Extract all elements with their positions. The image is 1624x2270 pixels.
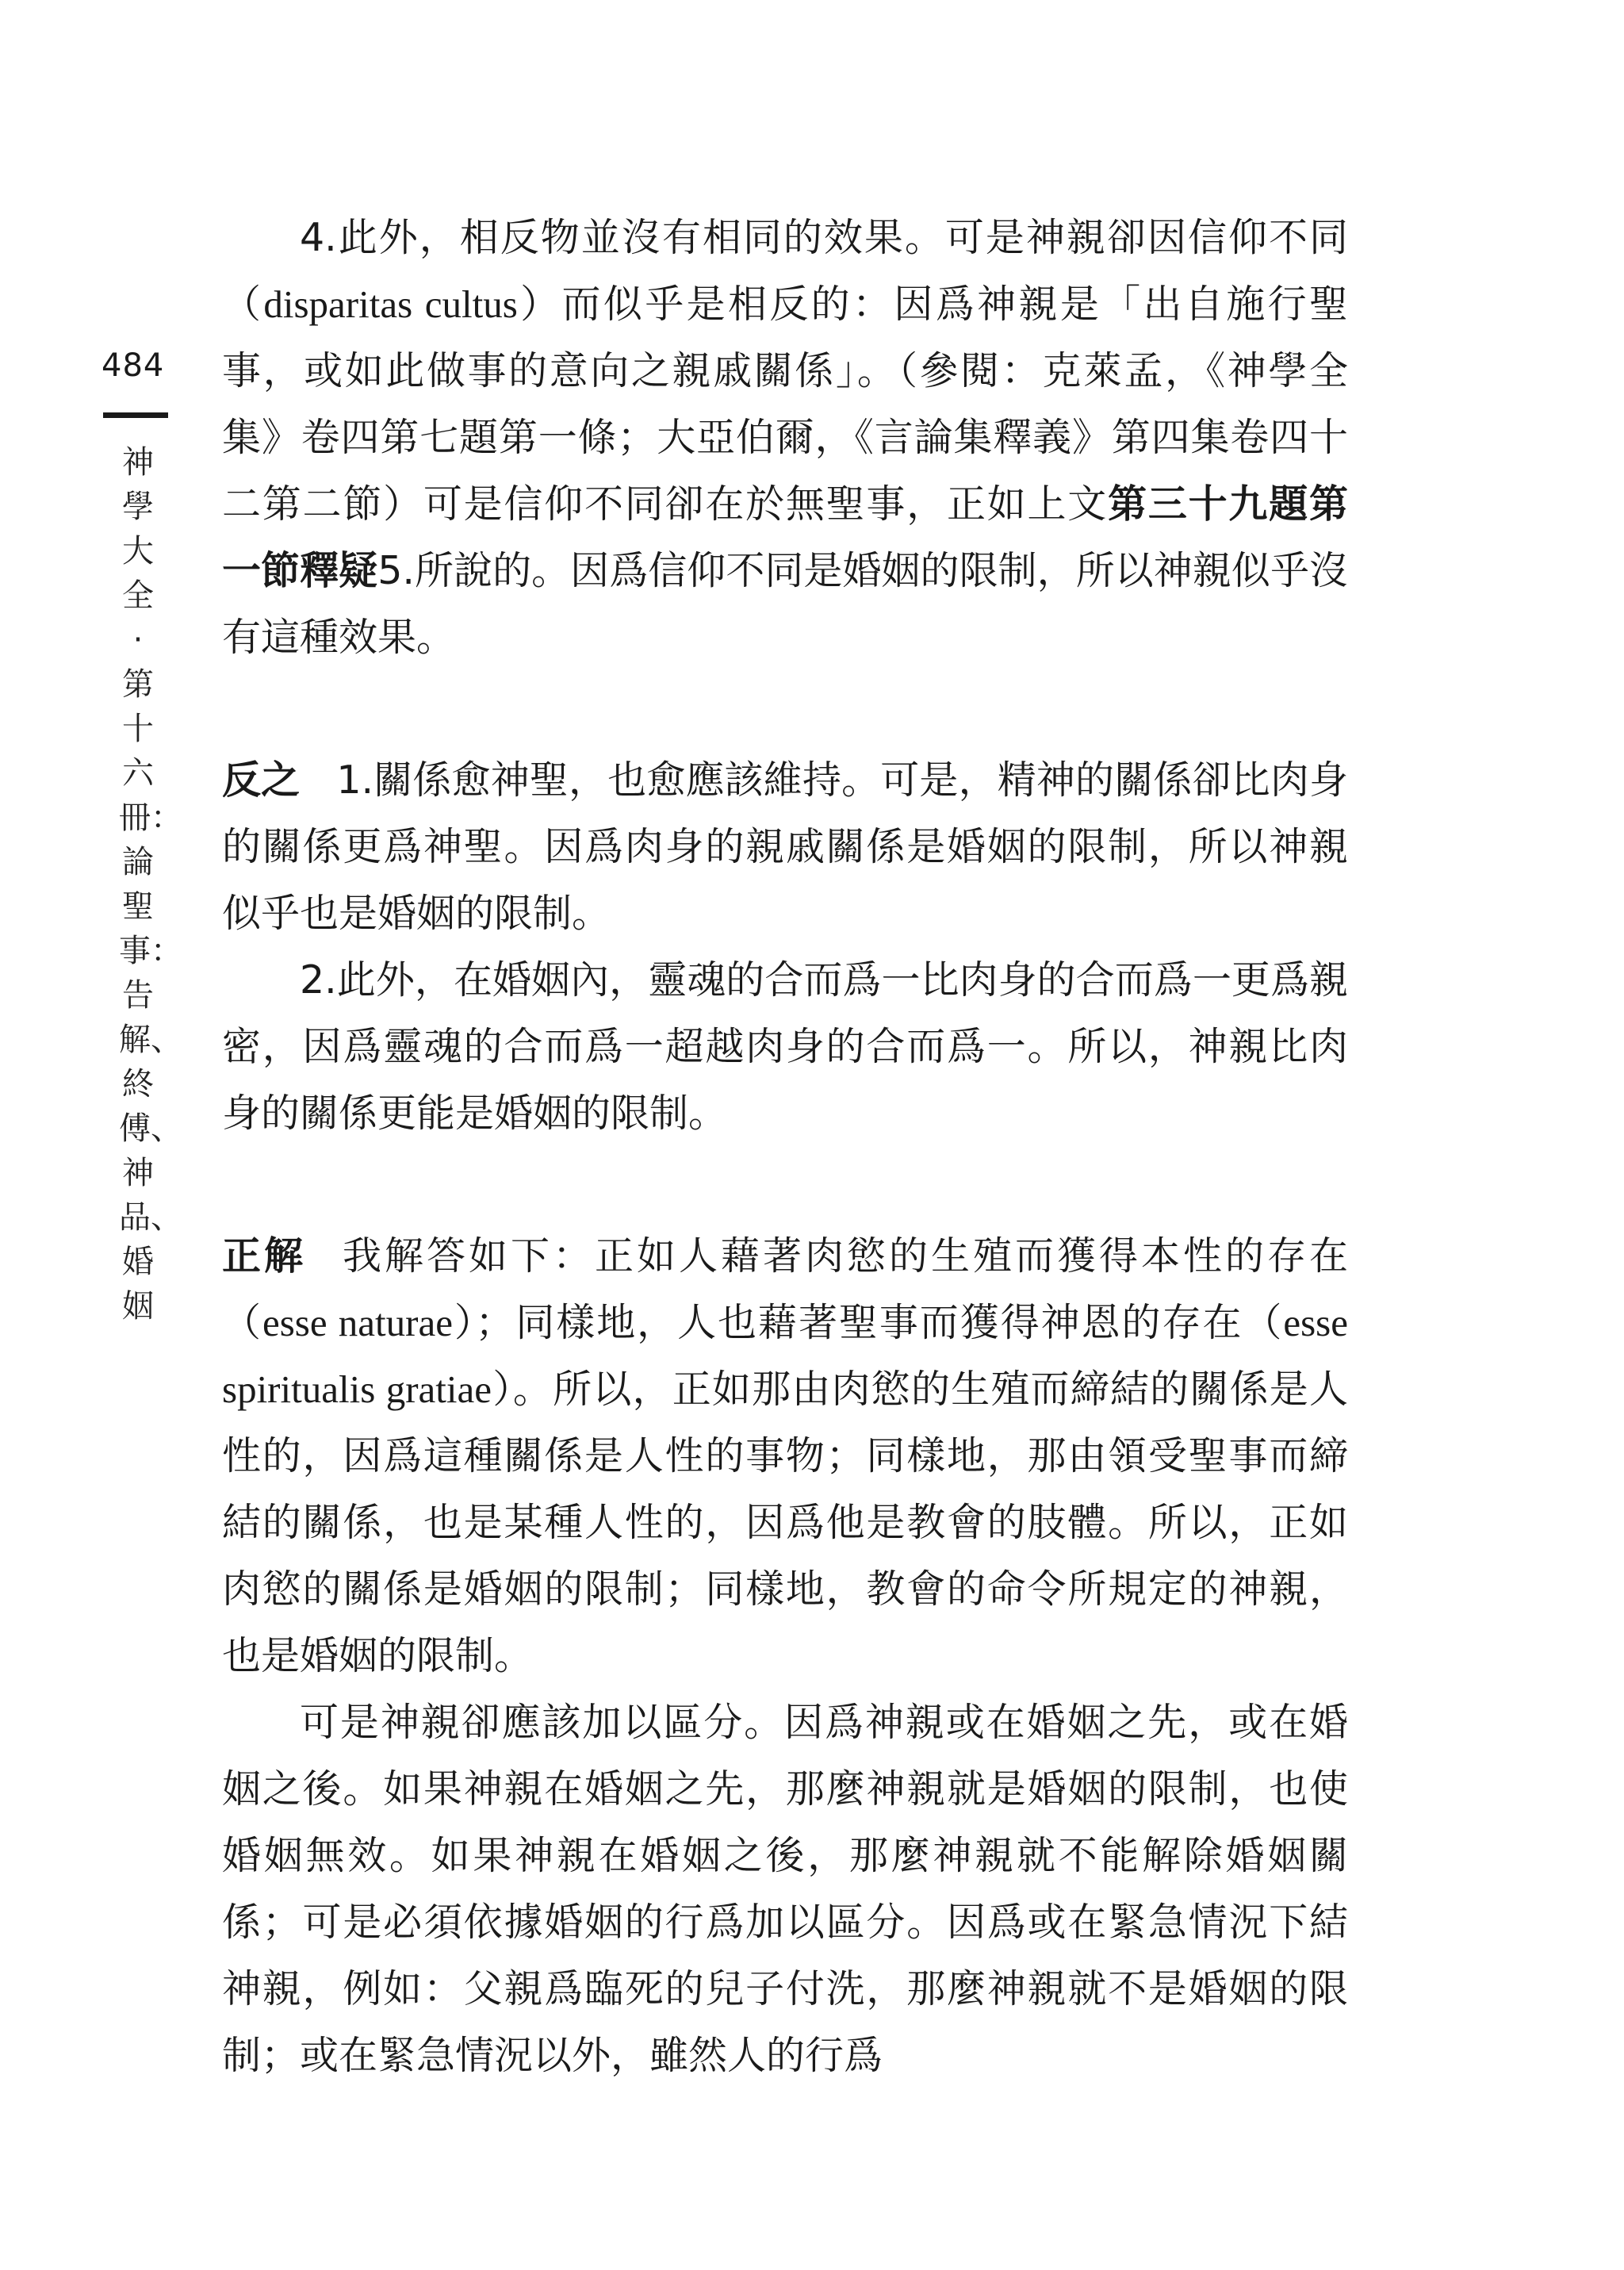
body-text <box>222 205 1348 2089</box>
text-segment: ）而似乎是相反的：因爲神親是「出自施行聖事，或如此做事的意向之親戚關係」。（參閱：克萊孟，《神學全集》卷四第七題第一條；大亞伯爾，《言論集釋義》第四集卷四十二第二節）可是信仰不同卻在於無聖事，正如上文 <box>222 282 1348 527</box>
text-segment: 我解答如下：正如人藉著肉慾的生殖而獲得本性的存在（ <box>222 1233 1348 1345</box>
text-segment: 5.所說的。因爲信仰不同是婚姻的限制，所以神親似乎沒有這種效果。 <box>222 548 1348 660</box>
text-segment: ）。所以，正如那由肉慾的生殖而締結的關係是人性的，因爲這種關係是人性的事物；同樣地，那由領受聖事而締結的關係，也是某種人性的，因爲他是教會的肢體。所以，正如肉慾的關係是婚姻的限制；同樣地，教會的命令所規定的神親，也是婚姻的限制。 <box>222 1367 1348 1678</box>
section-gap <box>222 671 1348 747</box>
paragraph-distinction <box>222 1689 1348 2089</box>
text-segment: 2.此外，在婚姻內，靈魂的合而爲一比肉身的合而爲一更爲親密，因爲靈魂的合而爲一超越肉身的合而爲一。所以，神親比肉身的關係更能是婚姻的限制。 <box>222 957 1348 1136</box>
paragraph-respondeo <box>222 1223 1348 1689</box>
cross-reference: 第三十九題第一節釋疑 <box>222 481 1348 593</box>
section-heading-respondeo: 正解 <box>222 1233 306 1279</box>
section-gap <box>222 1147 1348 1223</box>
latin-term: esse naturae <box>262 1301 453 1344</box>
running-title: 神學大全·第十六冊：論聖事：告解、終傅、神品、婚姻 <box>119 444 182 1325</box>
paragraph-sed-contra-1 <box>222 747 1348 947</box>
text-segment: 可是神親卻應該加以區分。因爲神親或在婚姻之先，或在婚姻之後。如果神親在婚姻之先，那麼神親就是婚姻的限制，也使婚姻無效。如果神親在婚姻之後，那麼神親就不能解除婚姻關係；可是必須依據婚姻的行爲加以區分。因爲或在緊急情況下結神親，例如：父親爲臨死的兒子付洗，那麼神親就不是婚姻的限制；或在緊急情況以外，雖然人的行爲 <box>222 1700 1348 2078</box>
paragraph-sed-contra-2 <box>222 947 1348 1147</box>
latin-term: disparitas cultus <box>263 282 518 326</box>
side-rule <box>103 412 168 418</box>
latin-term: esse spiritualis gratiae <box>222 1301 1348 1411</box>
section-heading-sed-contra: 反之 <box>222 757 301 803</box>
paragraph-objection-4 <box>222 205 1348 671</box>
text-segment: 1.關係愈神聖，也愈應該維持。可是，精神的關係卻比肉身的關係更爲神聖。因爲肉身的親戚關係是婚姻的限制，所以神親似乎也是婚姻的限制。 <box>222 757 1348 936</box>
text-segment: ）；同樣地，人也藉著聖事而獲得神恩的存在（ <box>452 1300 1284 1345</box>
page-number: 484 <box>102 347 165 384</box>
text-segment: 4.此外，相反物並沒有相同的效果。可是神親卻因信仰不同（ <box>222 215 1348 327</box>
